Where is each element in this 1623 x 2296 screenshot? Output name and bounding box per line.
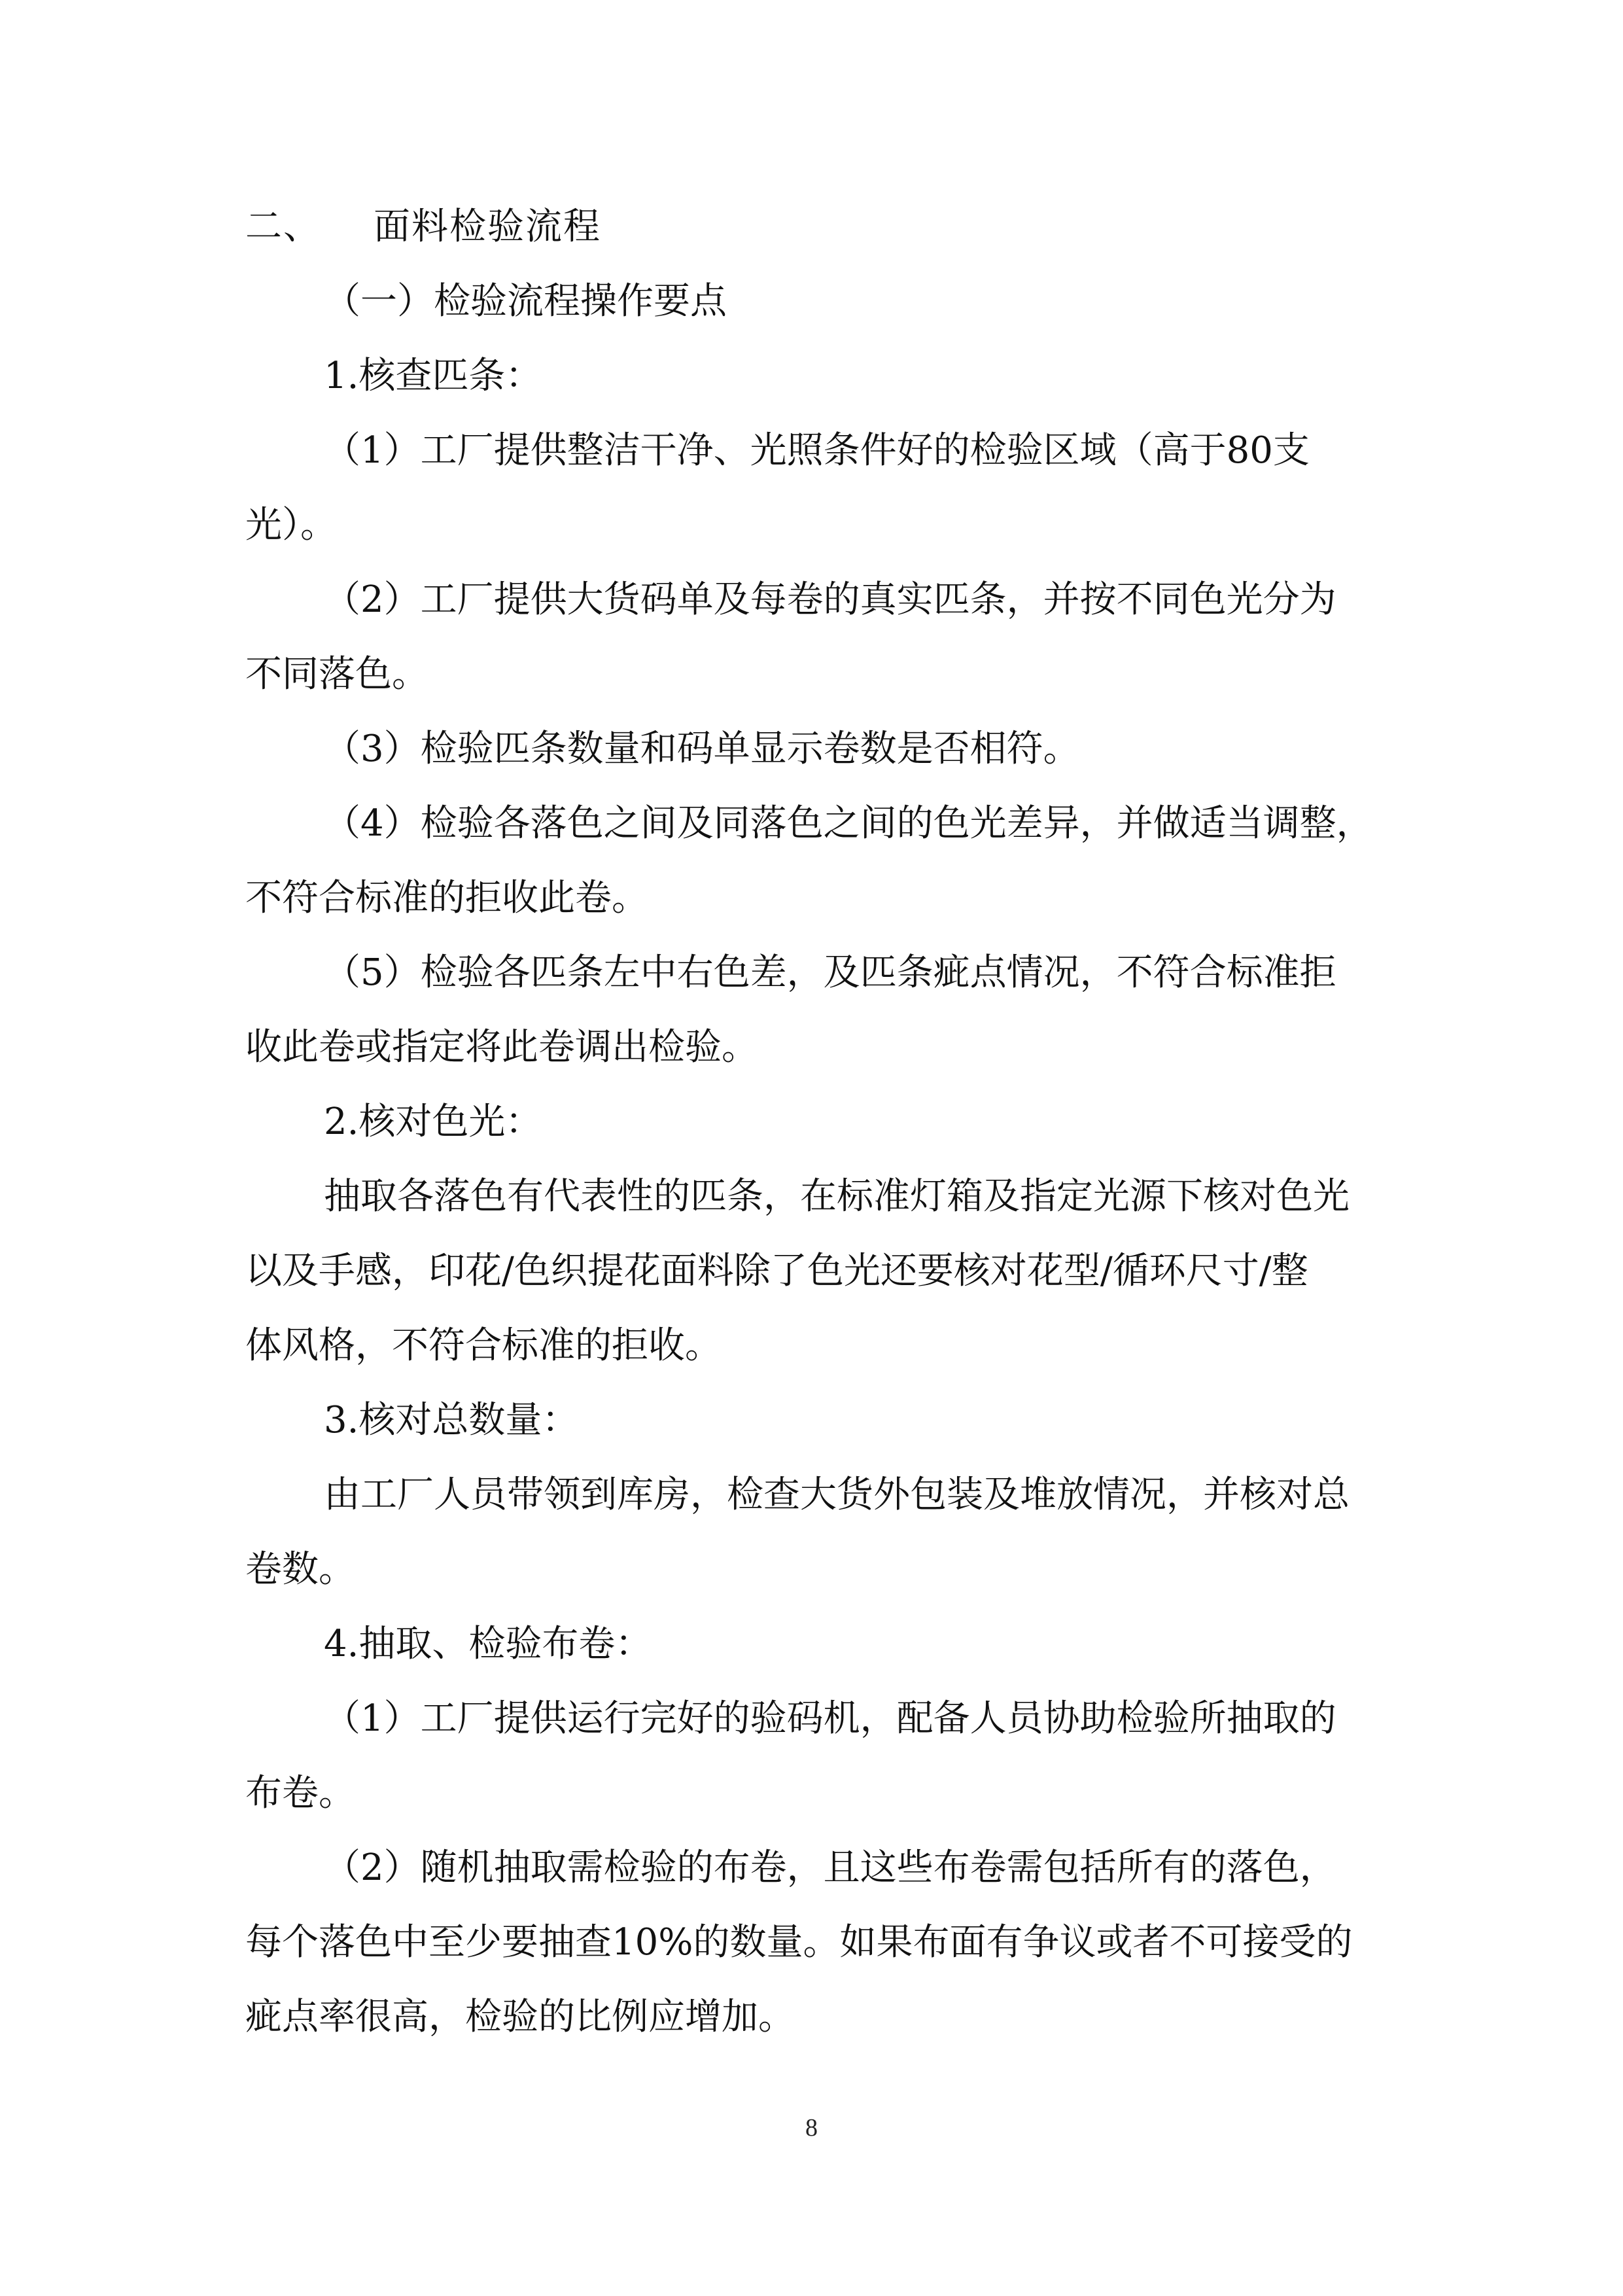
paragraph	[245, 1682, 1380, 1831]
paragraph-line: （2）工厂提供大货码单及每卷的真实匹条，并按不同色光分为	[324, 578, 1336, 621]
item-title	[245, 1085, 1380, 1159]
paragraph	[245, 936, 1380, 1085]
paragraph	[245, 712, 1380, 786]
paragraph-line: 以及手感，印花/色织提花面料除了色光还要核对花型/循环尺寸/整	[245, 1250, 1308, 1292]
paragraph-line: 体风格，不符合标准的拒收。	[245, 1324, 722, 1367]
paragraph-line: 由工厂人员带领到库房，检查大货外包装及堆放情况，并核对总	[324, 1474, 1350, 1516]
item-title-line: 3.核对总数量：	[324, 1399, 579, 1441]
paragraph-line: （4）检验各落色之间及同落色之间的色光差异，并做适当调整，	[324, 802, 1373, 845]
paragraph-line: 疵点率很高，检验的比例应增加。	[245, 1996, 795, 2038]
paragraph-line: （1）工厂提供运行完好的验码机，配备人员协助检验所抽取的	[324, 1697, 1336, 1740]
paragraph-line: 收此卷或指定将此卷调出检验。	[245, 1026, 758, 1069]
page-number: 8	[805, 2114, 818, 2142]
paragraph	[245, 786, 1380, 936]
subsection-heading: （一）检验流程操作要点	[324, 280, 727, 323]
paragraph-line: 光）。	[245, 504, 337, 546]
section-title: 面料检验流程	[374, 205, 601, 248]
paragraph	[245, 1831, 1380, 2055]
item-title	[245, 339, 1380, 414]
item-title-line: 4.抽取、检验布卷：	[324, 1623, 652, 1665]
paragraph	[245, 1159, 1380, 1383]
paragraph	[245, 1458, 1380, 1607]
paragraph-line: 抽取各落色有代表性的匹条，在标准灯箱及指定光源下核对色光	[324, 1175, 1350, 1218]
paragraph-line: 每个落色中至少要抽查10%的数量。如果布面有争议或者不可接受的	[245, 1921, 1353, 1964]
paragraph	[245, 563, 1380, 712]
paragraph-line: （5）检验各匹条左中右色差，及匹条疵点情况，不符合标准拒	[324, 951, 1336, 994]
paragraph-line: 布卷。	[245, 1772, 355, 1814]
paragraph-line: （3）检验匹条数量和码单显示卷数是否相符。	[324, 728, 1080, 770]
item-title-line: 2.核对色光：	[324, 1101, 542, 1143]
section-heading	[245, 190, 1380, 264]
paragraph-line: 卷数。	[245, 1548, 355, 1591]
paragraph-line: （1）工厂提供整洁干净、光照条件好的检验区域（高于80支	[324, 429, 1310, 472]
page-content	[245, 190, 1380, 2055]
item-title	[245, 1383, 1380, 1458]
item-title-line: 1.核查匹条：	[324, 355, 542, 397]
section-number: 二、	[245, 205, 321, 248]
item-title	[245, 1607, 1380, 1682]
paragraph-line: 不同落色。	[245, 653, 428, 696]
paragraph-line: （2）随机抽取需检验的布卷，且这些布卷需包括所有的落色，	[324, 1846, 1336, 1889]
paragraph-line: 不符合标准的拒收此卷。	[245, 877, 648, 919]
paragraph	[245, 414, 1380, 563]
